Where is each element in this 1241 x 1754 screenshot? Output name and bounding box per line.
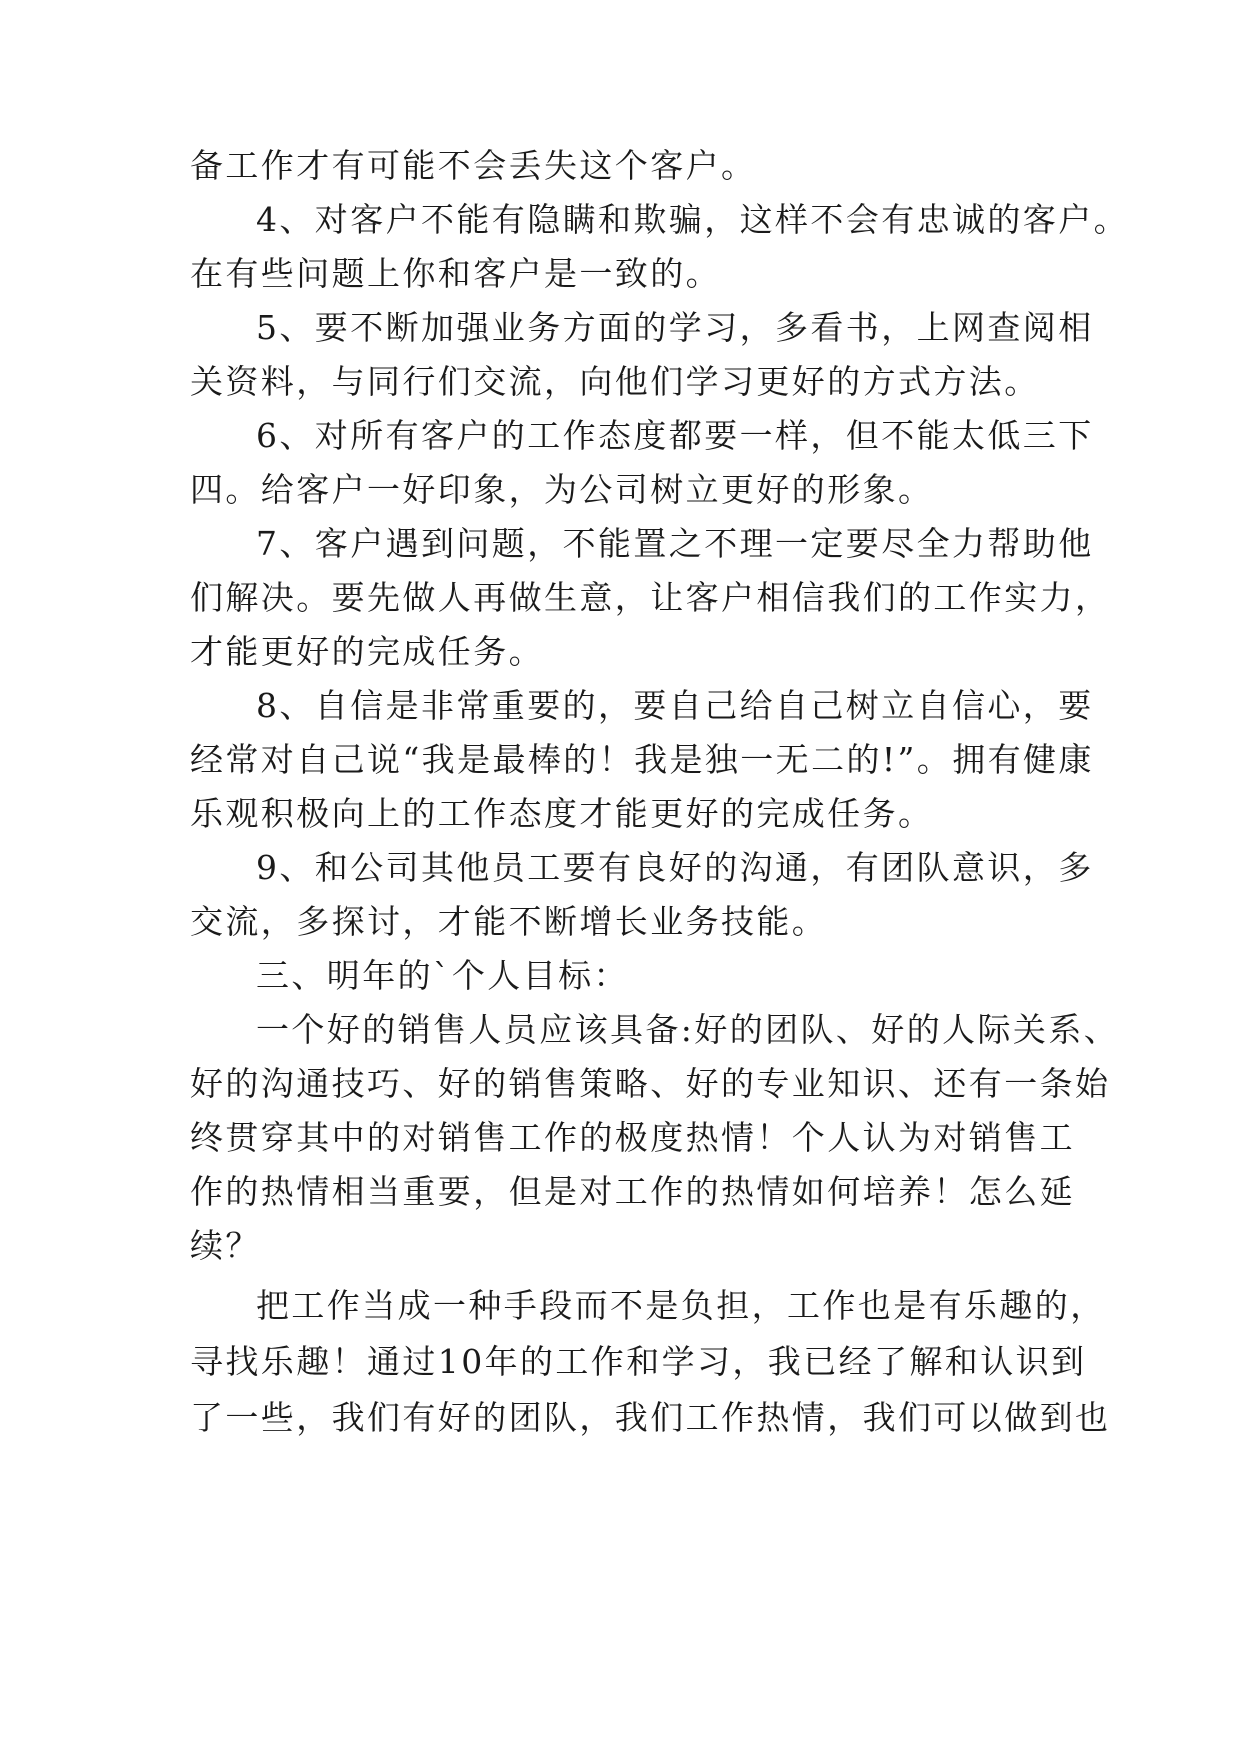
text-line: 5、要不断加强业务方面的学习，多看书，上网查阅相 (256, 308, 1094, 347)
text-line: 作的热情相当重要，但是对工作的热情如何培养！怎么延 (190, 1172, 1075, 1211)
text-line: 把工作当成一种手段而不是负担，工作也是有乐趣的， (256, 1286, 1106, 1325)
text-line: 续？ (190, 1226, 261, 1265)
text-line: 4、对客户不能有隐瞒和欺骗，这样不会有忠诚的客户。 (256, 200, 1129, 239)
text-line: 才能更好的完成任务。 (190, 632, 544, 671)
text-line: 7、客户遇到问题，不能置之不理一定要尽全力帮助他 (256, 524, 1094, 563)
text-line: 寻找乐趣！通过10年的工作和学习，我已经了解和认识到 (190, 1342, 1087, 1381)
text-line: 交流，多探讨，才能不断增长业务技能。 (190, 902, 828, 941)
text-line: 好的沟通技巧、好的销售策略、好的专业知识、还有一条始 (190, 1064, 1111, 1103)
text-line: 备工作才有可能不会丢失这个客户。 (190, 146, 757, 185)
section-heading: 三、明年的`个人目标： (256, 956, 629, 995)
text-line: 9、和公司其他员工要有良好的沟通，有团队意识，多 (256, 848, 1094, 887)
text-line: 8、自信是非常重要的，要自己给自己树立自信心，要 (256, 686, 1094, 725)
text-line: 经常对自己说“我是最棒的！我是独一无二的!”。拥有健康 (190, 740, 1094, 779)
text-line: 乐观积极向上的工作态度才能更好的完成任务。 (190, 794, 934, 833)
text-line: 了一些，我们有好的团队，我们工作热情，我们可以做到也 (190, 1398, 1111, 1437)
text-line: 们解决。要先做人再做生意，让客户相信我们的工作实力， (190, 578, 1111, 617)
text-line: 终贯穿其中的对销售工作的极度热情！个人认为对销售工 (190, 1118, 1075, 1157)
text-line: 四。给客户一好印象，为公司树立更好的形象。 (190, 470, 934, 509)
text-line: 一个好的销售人员应该具备:好的团队、好的人际关系、 (256, 1010, 1120, 1049)
text-line: 关资料，与同行们交流，向他们学习更好的方式方法。 (190, 362, 1040, 401)
text-line: 6、对所有客户的工作态度都要一样，但不能太低三下 (256, 416, 1094, 455)
text-line: 在有些问题上你和客户是一致的。 (190, 254, 721, 293)
